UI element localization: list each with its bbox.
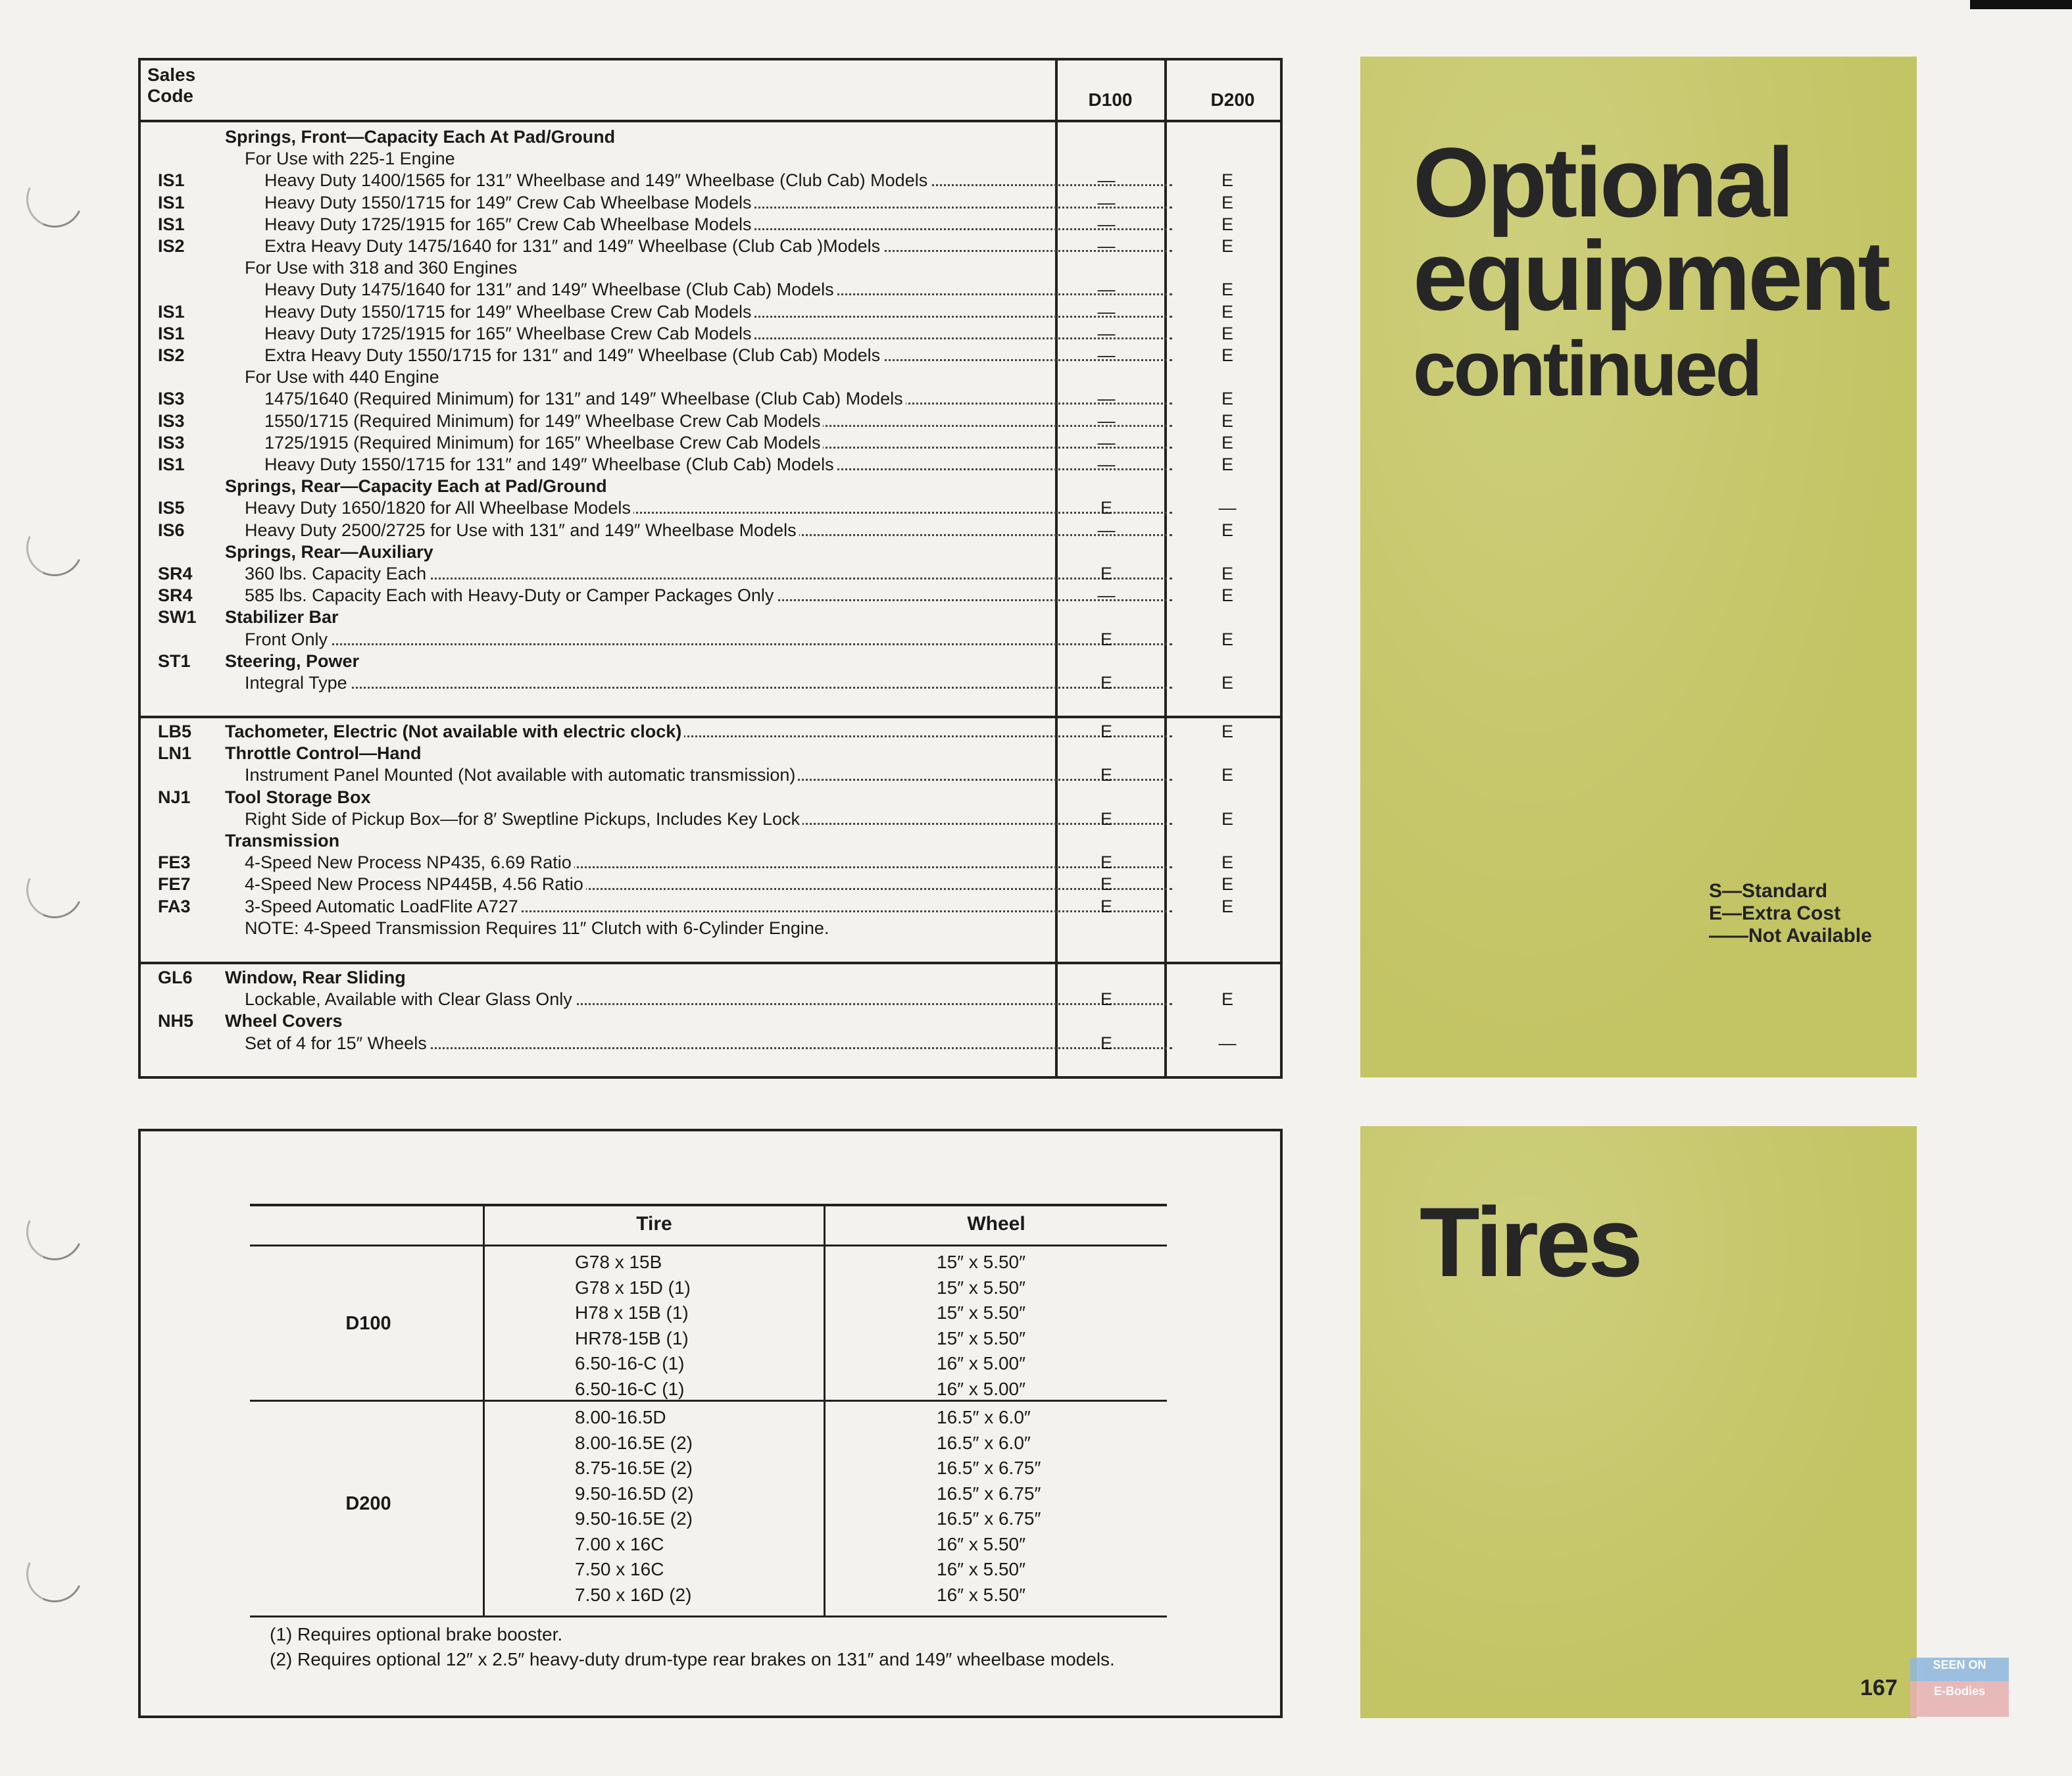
tire-size: G78 x 15B bbox=[575, 1252, 662, 1272]
option-row bbox=[141, 235, 1280, 257]
wheel-size: 16″ x 5.50″ bbox=[937, 1559, 1026, 1579]
option-description bbox=[264, 301, 1172, 323]
d200-availability: E bbox=[1221, 345, 1233, 365]
d200-availability: E bbox=[1221, 455, 1233, 474]
tires-col-divider bbox=[824, 1204, 826, 1617]
option-description bbox=[264, 235, 1172, 257]
option-row bbox=[141, 808, 1280, 830]
d100-availability: E bbox=[1100, 808, 1112, 829]
option-description-text: Front Only bbox=[245, 629, 330, 649]
option-description bbox=[264, 214, 1172, 235]
option-description-text: Springs, Front—Capacity Each At Pad/Ground bbox=[225, 127, 618, 147]
tires-col-divider bbox=[483, 1204, 485, 1617]
d200-availability: E bbox=[1221, 852, 1233, 873]
sales-code: FE3 bbox=[158, 852, 191, 873]
wheel-header: Wheel bbox=[967, 1213, 1025, 1235]
option-row bbox=[141, 170, 1280, 191]
badge-top-text: SEEN ON bbox=[1933, 1658, 1986, 1671]
option-description bbox=[225, 743, 1172, 764]
d200-header: D200 bbox=[1210, 89, 1255, 110]
option-description-text: Heavy Duty 1650/1820 for All Wheelbase Models bbox=[245, 498, 633, 518]
tires-header-rule bbox=[250, 1245, 1167, 1246]
option-description-text: Heavy Duty 2500/2725 for Use with 131″ and 149″ Wheelbase Models bbox=[245, 520, 799, 540]
wheel-size: 16.5″ x 6.75″ bbox=[937, 1508, 1041, 1529]
title-line-1: Optional bbox=[1413, 127, 1792, 237]
sales-code: IS1 bbox=[158, 192, 185, 212]
wheel-size: 16.5″ x 6.75″ bbox=[937, 1458, 1041, 1478]
option-description-text: Heavy Duty 1550/1715 for 149″ Crew Cab Wheelbase Models bbox=[264, 193, 754, 212]
d100-header: D100 bbox=[1088, 89, 1133, 110]
d100-availability: — bbox=[1097, 214, 1116, 234]
tires-top-rule bbox=[250, 1204, 1167, 1206]
option-description-text: Heavy Duty 1725/1915 for 165″ Wheelbase Crew Cab Models bbox=[264, 324, 754, 343]
tire-size: G78 x 15D (1) bbox=[575, 1277, 691, 1298]
tires-bottom-rule bbox=[250, 1616, 1167, 1617]
option-description bbox=[245, 764, 1172, 786]
option-description-text: Window, Rear Sliding bbox=[225, 968, 408, 987]
option-row bbox=[141, 585, 1280, 606]
wheel-size: 16.5″ x 6.0″ bbox=[937, 1407, 1031, 1427]
d200-availability: E bbox=[1221, 564, 1233, 583]
option-row bbox=[141, 192, 1280, 214]
option-description-text: 1550/1715 (Required Minimum) for 149″ Wheelbase Crew Cab Models bbox=[264, 411, 823, 431]
d100-availability: — bbox=[1097, 236, 1116, 256]
option-description bbox=[264, 345, 1172, 366]
option-row bbox=[141, 148, 1280, 170]
option-row bbox=[141, 852, 1280, 874]
wheel-size: 16.5″ x 6.75″ bbox=[937, 1483, 1041, 1504]
option-description-text: For Use with 318 and 360 Engines bbox=[245, 258, 520, 278]
wheel-size: 16″ x 5.50″ bbox=[937, 1533, 1026, 1554]
d200-availability: — bbox=[1218, 498, 1237, 518]
option-description-text: Heavy Duty 1550/1715 for 149″ Wheelbase Crew Cab Models bbox=[264, 302, 754, 322]
option-description bbox=[225, 541, 1172, 563]
watermark-badge bbox=[1910, 1658, 2009, 1717]
wheel-size: 16.5″ x 6.0″ bbox=[937, 1432, 1031, 1453]
option-description-text: Stabilizer Bar bbox=[225, 607, 341, 627]
option-row bbox=[141, 366, 1280, 388]
option-description bbox=[245, 257, 1172, 279]
d100-availability: E bbox=[1100, 1033, 1112, 1053]
sales-code: SR4 bbox=[158, 564, 193, 583]
d100-availability: — bbox=[1097, 520, 1116, 540]
d200-availability: E bbox=[1221, 520, 1233, 540]
wheel-size: 15″ x 5.50″ bbox=[937, 1327, 1026, 1348]
sales-code: IS2 bbox=[158, 345, 185, 365]
sales-code: IS3 bbox=[158, 432, 185, 453]
option-row bbox=[141, 279, 1280, 301]
wheel-size: 16″ x 5.50″ bbox=[937, 1584, 1026, 1605]
option-description-text: Extra Heavy Duty 1550/1715 for 131″ and 149″ Wheelbase (Club Cab) Models bbox=[264, 345, 883, 365]
option-description-text: Lockable, Available with Clear Glass Only bbox=[245, 989, 575, 1009]
d100-availability: — bbox=[1097, 410, 1116, 431]
option-description-text: Set of 4 for 15″ Wheels bbox=[245, 1033, 430, 1053]
option-row bbox=[141, 214, 1280, 235]
option-row bbox=[141, 1010, 1280, 1032]
option-row bbox=[141, 764, 1280, 786]
d100-availability: — bbox=[1097, 280, 1116, 300]
sales-code: IS2 bbox=[158, 236, 185, 256]
page-number: 167 bbox=[1860, 1675, 1898, 1700]
legend-extra-cost: E—Extra Cost bbox=[1709, 902, 1841, 924]
option-row bbox=[141, 126, 1280, 148]
title-panel bbox=[1360, 57, 1917, 1077]
badge-bottom-text: E-Bodies bbox=[1933, 1685, 1985, 1698]
legend-not-available: ——Not Available bbox=[1709, 925, 1872, 947]
top-edge-bar bbox=[1970, 0, 2072, 9]
option-row bbox=[141, 874, 1280, 895]
d100-availability: E bbox=[1100, 564, 1112, 583]
option-description-text: 360 lbs. Capacity Each bbox=[245, 564, 429, 583]
option-description bbox=[264, 388, 1172, 410]
option-description-text: Heavy Duty 1550/1715 for 131″ and 149″ Wheelbase (Club Cab) Models bbox=[264, 455, 837, 474]
option-description bbox=[245, 918, 1172, 939]
option-row bbox=[141, 541, 1280, 563]
wheel-size: 15″ x 5.50″ bbox=[937, 1302, 1026, 1323]
sales-code: FE7 bbox=[158, 874, 191, 895]
option-row bbox=[141, 323, 1280, 345]
d200-availability: E bbox=[1221, 765, 1233, 785]
option-description bbox=[245, 585, 1172, 606]
d200-availability: — bbox=[1218, 1033, 1237, 1053]
sales-code: LN1 bbox=[158, 743, 192, 764]
option-row bbox=[141, 520, 1280, 541]
option-description-text: 4-Speed New Process NP445B, 4.56 Ratio bbox=[245, 874, 586, 894]
wheel-size: 16″ x 5.00″ bbox=[937, 1378, 1026, 1399]
d100-availability: — bbox=[1097, 345, 1116, 365]
d200-availability: E bbox=[1221, 214, 1233, 234]
binder-hole bbox=[18, 512, 91, 584]
option-description-text: Transmission bbox=[225, 831, 342, 851]
option-row bbox=[141, 345, 1280, 366]
sales-code: IS1 bbox=[158, 214, 185, 234]
option-description bbox=[225, 721, 1172, 743]
option-description bbox=[245, 808, 1172, 830]
sales-code: SW1 bbox=[158, 607, 197, 628]
d100-availability: — bbox=[1097, 170, 1116, 191]
wheel-size: 15″ x 5.50″ bbox=[937, 1277, 1026, 1298]
option-description bbox=[245, 563, 1172, 585]
d100-availability: — bbox=[1097, 455, 1116, 474]
option-description-text: 4-Speed New Process NP435, 6.69 Ratio bbox=[245, 852, 574, 872]
option-description-text: Wheel Covers bbox=[225, 1011, 345, 1031]
tire-size: 6.50-16-C (1) bbox=[575, 1353, 685, 1373]
option-row bbox=[141, 830, 1280, 852]
option-description bbox=[225, 1010, 1172, 1032]
d100-availability: — bbox=[1097, 432, 1116, 453]
d200-availability: E bbox=[1221, 280, 1233, 300]
option-description bbox=[264, 192, 1172, 214]
tire-size: 8.75-16.5E (2) bbox=[575, 1458, 693, 1478]
option-row bbox=[141, 967, 1280, 989]
option-row bbox=[141, 476, 1280, 497]
legend bbox=[1709, 880, 1872, 947]
option-description-text: Extra Heavy Duty 1475/1640 for 131″ and 149″ Wheelbase (Club Cab )Models bbox=[264, 236, 883, 256]
option-description bbox=[264, 432, 1172, 454]
section-divider bbox=[141, 716, 1280, 718]
d100-availability: E bbox=[1100, 989, 1112, 1010]
tire-size: 8.00-16.5E (2) bbox=[575, 1432, 693, 1453]
option-row bbox=[141, 410, 1280, 432]
header-divider bbox=[141, 120, 1280, 122]
sales-code: IS3 bbox=[158, 410, 185, 431]
option-description bbox=[245, 629, 1172, 651]
tire-size: 9.50-16.5D (2) bbox=[575, 1483, 694, 1504]
option-description bbox=[245, 896, 1172, 918]
section-divider bbox=[141, 962, 1280, 964]
option-row bbox=[141, 432, 1280, 454]
tire-size: H78 x 15B (1) bbox=[575, 1302, 689, 1323]
option-description-text: Springs, Rear—Auxiliary bbox=[225, 542, 436, 562]
option-row bbox=[141, 388, 1280, 410]
optional-equipment-table bbox=[138, 58, 1283, 1079]
option-description-text: Integral Type bbox=[245, 673, 350, 693]
option-row bbox=[141, 743, 1280, 764]
option-description bbox=[245, 520, 1172, 541]
binder-hole bbox=[18, 1538, 91, 1610]
option-row bbox=[141, 301, 1280, 323]
d200-availability: E bbox=[1221, 585, 1233, 606]
option-description bbox=[245, 497, 1172, 519]
option-description-text: 1475/1640 (Required Minimum) for 131″ and 149″ Wheelbase (Club Cab) Models bbox=[264, 389, 906, 408]
d200-availability: E bbox=[1221, 808, 1233, 829]
d100-availability: E bbox=[1100, 896, 1112, 916]
model-label: D100 bbox=[345, 1312, 391, 1334]
sales-code: GL6 bbox=[158, 968, 193, 987]
option-description bbox=[225, 967, 1172, 989]
d200-availability: E bbox=[1221, 722, 1233, 741]
tires-title: Tires bbox=[1419, 1187, 1640, 1297]
sales-code: ST1 bbox=[158, 651, 191, 671]
option-row bbox=[141, 672, 1280, 694]
option-description bbox=[245, 989, 1172, 1010]
tires-group-rule bbox=[250, 1400, 1167, 1402]
option-description bbox=[245, 874, 1172, 895]
option-row bbox=[141, 1033, 1280, 1054]
d200-availability: E bbox=[1221, 896, 1233, 916]
option-description-text: Heavy Duty 1475/1640 for 131″ and 149″ Wheelbase (Club Cab) Models bbox=[264, 280, 837, 299]
tire-size: 7.50 x 16D (2) bbox=[575, 1584, 692, 1605]
sales-code: IS6 bbox=[158, 520, 185, 540]
sales-code: IS1 bbox=[158, 170, 185, 191]
d100-availability: — bbox=[1097, 585, 1116, 606]
option-description bbox=[264, 410, 1172, 432]
tire-header: Tire bbox=[636, 1213, 672, 1235]
option-row bbox=[141, 787, 1280, 808]
tire-size: 7.00 x 16C bbox=[575, 1533, 664, 1554]
option-row bbox=[141, 629, 1280, 651]
option-description-text: For Use with 225-1 Engine bbox=[245, 149, 458, 168]
option-description bbox=[245, 672, 1172, 694]
footnote-1: (1) Requires optional brake booster. bbox=[270, 1624, 563, 1644]
option-description-text: Heavy Duty 1725/1915 for 165″ Crew Cab Wheelbase Models bbox=[264, 214, 754, 234]
option-description-text: Tool Storage Box bbox=[225, 787, 374, 807]
option-description-text: Steering, Power bbox=[225, 651, 362, 671]
d100-availability: — bbox=[1097, 389, 1116, 409]
d200-availability: E bbox=[1221, 629, 1233, 649]
title-line-3: continued bbox=[1413, 326, 1760, 412]
option-description bbox=[225, 126, 1172, 148]
sales-code: IS5 bbox=[158, 498, 185, 518]
binder-hole bbox=[18, 1196, 91, 1268]
option-row bbox=[141, 896, 1280, 918]
d200-availability: E bbox=[1221, 236, 1233, 256]
d200-availability: E bbox=[1221, 192, 1233, 212]
option-description-text: 3-Speed Automatic LoadFlite A727 bbox=[245, 897, 521, 916]
option-row bbox=[141, 454, 1280, 476]
footnote-2: (2) Requires optional 12″ x 2.5″ heavy-duty drum-type rear brakes on 131″ and 149″ wheelbase models. bbox=[270, 1649, 1115, 1669]
option-description bbox=[264, 454, 1172, 476]
option-description bbox=[225, 830, 1172, 852]
d100-availability: E bbox=[1100, 722, 1112, 741]
sales-code: IS1 bbox=[158, 301, 185, 322]
option-description bbox=[245, 148, 1172, 170]
option-description-text: Throttle Control—Hand bbox=[225, 743, 424, 763]
tires-panel bbox=[1360, 1126, 1917, 1718]
option-description-text: Springs, Rear—Capacity Each at Pad/Ground bbox=[225, 476, 610, 496]
d200-availability: E bbox=[1221, 389, 1233, 409]
option-row bbox=[141, 497, 1280, 519]
sales-code: FA3 bbox=[158, 896, 191, 916]
tire-size: HR78-15B (1) bbox=[575, 1327, 689, 1348]
option-description bbox=[264, 323, 1172, 345]
binder-hole bbox=[18, 854, 91, 926]
option-row bbox=[141, 918, 1280, 939]
option-description-text: Right Side of Pickup Box—for 8′ Sweptline Pickups, Includes Key Lock bbox=[245, 809, 802, 829]
d100-availability: E bbox=[1100, 765, 1112, 785]
wheel-size: 15″ x 5.50″ bbox=[937, 1252, 1026, 1272]
option-description-text: For Use with 440 Engine bbox=[245, 367, 442, 387]
option-row bbox=[141, 257, 1280, 279]
option-row bbox=[141, 989, 1280, 1010]
d100-availability: E bbox=[1100, 874, 1112, 895]
tire-size: 8.00-16.5D bbox=[575, 1407, 666, 1427]
d100-availability: E bbox=[1100, 673, 1112, 693]
option-description-text: 1725/1915 (Required Minimum) for 165″ Wheelbase Crew Cab Models bbox=[264, 433, 823, 453]
tire-size: 9.50-16.5E (2) bbox=[575, 1508, 693, 1529]
optional-equipment-title bbox=[1413, 127, 1888, 416]
option-row bbox=[141, 721, 1280, 743]
d200-availability: E bbox=[1221, 410, 1233, 431]
tire-size: 7.50 x 16C bbox=[575, 1559, 664, 1579]
option-row bbox=[141, 606, 1280, 628]
sales-code: IS1 bbox=[158, 323, 185, 343]
binder-hole bbox=[18, 163, 91, 235]
title-line-2: equipment bbox=[1413, 220, 1888, 331]
d200-availability: E bbox=[1221, 432, 1233, 453]
option-row bbox=[141, 651, 1280, 672]
sales-code: SR4 bbox=[158, 585, 193, 606]
sales-code: LB5 bbox=[158, 722, 192, 741]
option-description bbox=[225, 787, 1172, 808]
option-description bbox=[225, 606, 1172, 628]
option-description bbox=[225, 476, 1172, 497]
sales-code: IS3 bbox=[158, 389, 185, 409]
sales-code: NJ1 bbox=[158, 787, 191, 807]
option-description-text: Tachometer, Electric (Not available with electric clock) bbox=[225, 722, 684, 741]
tires-table-box bbox=[138, 1129, 1283, 1718]
option-description bbox=[245, 852, 1172, 874]
option-description bbox=[245, 1033, 1172, 1054]
d200-availability: E bbox=[1221, 874, 1233, 895]
option-description-text: NOTE: 4-Speed Transmission Requires 11″ Clutch with 6-Cylinder Engine. bbox=[245, 918, 831, 938]
option-row bbox=[141, 563, 1280, 585]
legend-standard: S—Standard bbox=[1709, 880, 1828, 902]
d200-availability: E bbox=[1221, 170, 1233, 191]
option-description bbox=[225, 651, 1172, 672]
sales-code: IS1 bbox=[158, 455, 185, 474]
d100-availability: — bbox=[1097, 192, 1116, 212]
d100-availability: E bbox=[1100, 852, 1112, 873]
d200-availability: E bbox=[1221, 673, 1233, 693]
d100-availability: — bbox=[1097, 301, 1116, 322]
d200-availability: E bbox=[1221, 301, 1233, 322]
d100-availability: — bbox=[1097, 323, 1116, 343]
wheel-size: 16″ x 5.00″ bbox=[937, 1353, 1026, 1373]
option-description bbox=[264, 170, 1172, 191]
option-description-text: Instrument Panel Mounted (Not available with automatic transmission) bbox=[245, 765, 798, 785]
option-description-text: Heavy Duty 1400/1565 for 131″ Wheelbase and 149″ Wheelbase (Club Cab) Models bbox=[264, 170, 930, 190]
model-label: D200 bbox=[345, 1493, 391, 1514]
d100-availability: E bbox=[1100, 498, 1112, 518]
sales-code-header: Sales Code bbox=[147, 64, 196, 106]
sales-code: NH5 bbox=[158, 1011, 194, 1031]
option-description-text: 585 lbs. Capacity Each with Heavy-Duty or Camper Packages Only bbox=[245, 585, 776, 605]
d200-availability: E bbox=[1221, 989, 1233, 1010]
option-description bbox=[245, 366, 1172, 388]
d200-availability: E bbox=[1221, 323, 1233, 343]
tire-size: 6.50-16-C (1) bbox=[575, 1378, 685, 1399]
d100-availability: E bbox=[1100, 629, 1112, 649]
option-description bbox=[264, 279, 1172, 301]
